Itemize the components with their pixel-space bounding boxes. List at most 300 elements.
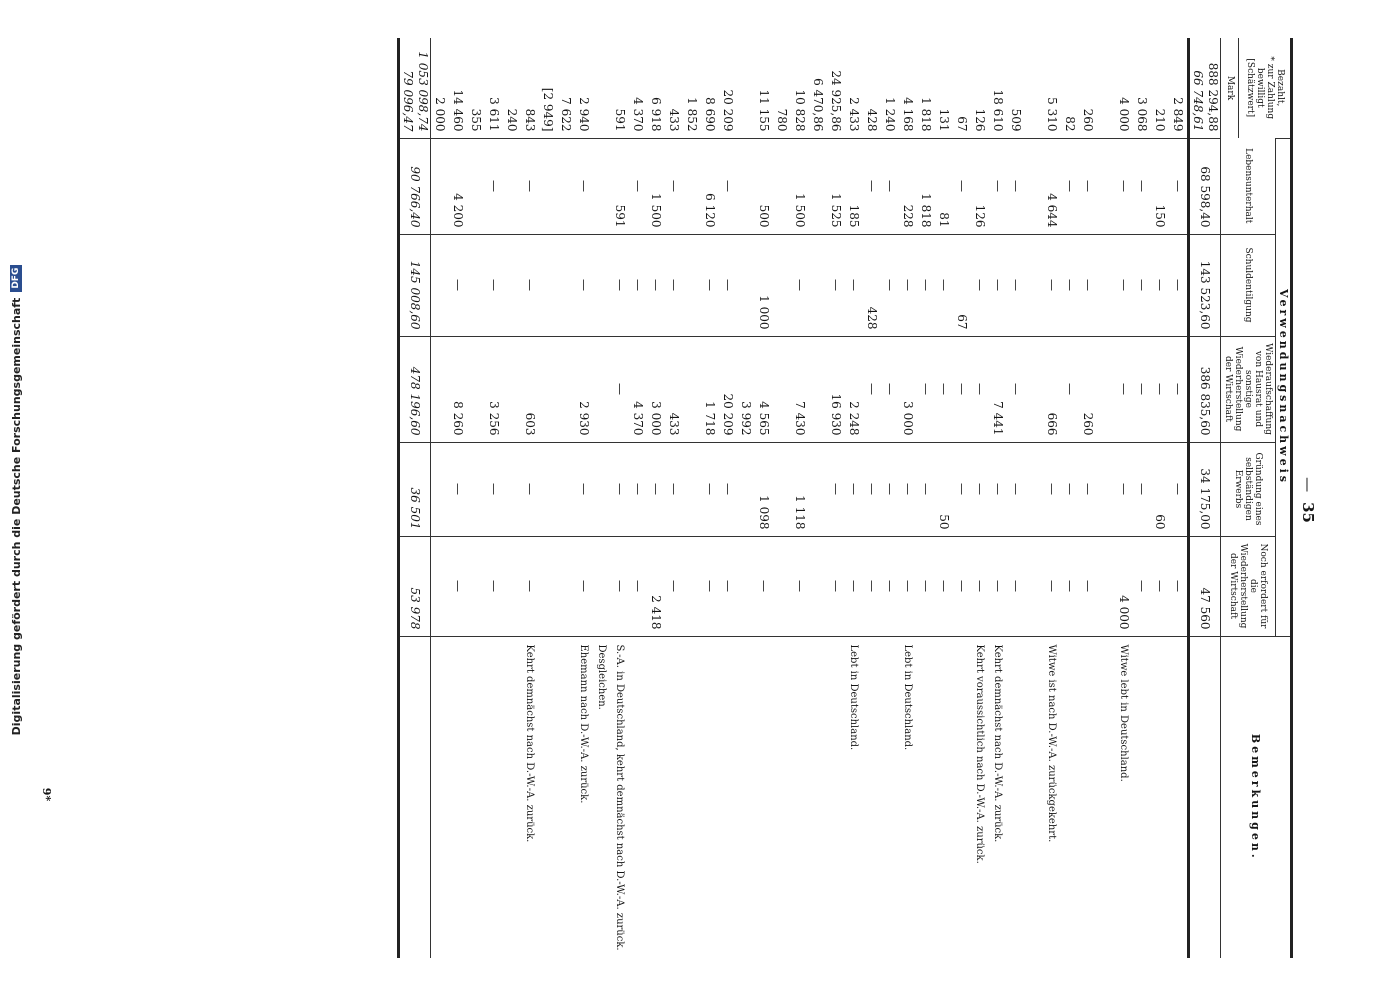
cell-debt: — (1043, 234, 1061, 336)
cell-paid (1097, 38, 1115, 138)
cell-remark (881, 636, 899, 958)
cell-remark (485, 636, 503, 958)
cell-needed (683, 536, 701, 636)
cell-business: — (917, 442, 935, 536)
cell-business (467, 442, 485, 536)
ledger-row (1025, 38, 1043, 958)
cell-paid: 433 (667, 108, 682, 132)
cell-business (557, 442, 575, 536)
cell-remark (1097, 636, 1115, 958)
cell-remark (701, 636, 719, 958)
cell-needed (773, 536, 791, 636)
total-debt: 145 008,60 (399, 234, 431, 336)
cell-living: — (989, 138, 1007, 234)
cell-debt (503, 234, 521, 336)
cell-restore: — (935, 336, 953, 442)
ledger-row (557, 38, 575, 958)
header-paid-unit: Mark (1221, 38, 1239, 138)
cell-debt (809, 234, 827, 336)
cell-restore (593, 336, 611, 442)
cell-remark (1007, 636, 1025, 958)
cell-business: — (575, 442, 593, 536)
cell-restore (773, 336, 791, 442)
cell-debt: — (1133, 234, 1151, 336)
cell-paid: 4 168 (901, 97, 916, 132)
cell-living (467, 138, 485, 234)
cell-living (557, 138, 575, 234)
cell-remark (953, 636, 971, 958)
cell-living: 185 (845, 138, 863, 234)
cell-living: — (953, 138, 971, 234)
cell-restore: — (1151, 336, 1169, 442)
ledger-row (629, 38, 647, 958)
cell-living: 1 500 (791, 138, 809, 234)
cell-debt: 428 (863, 234, 881, 336)
cell-paid: 20 209 (721, 89, 736, 132)
cell-debt: — (1169, 234, 1189, 336)
cell-business: — (989, 442, 1007, 536)
cell-living: — (719, 138, 737, 234)
cell-restore: 3 000 (647, 336, 665, 442)
cell-debt: — (845, 234, 863, 336)
cell-needed: — (1079, 536, 1097, 636)
ledger-row (575, 38, 593, 958)
ledger-row (809, 38, 827, 958)
cell-remark: Ehemann nach D.-W.-A. zurück. (575, 636, 593, 958)
cell-debt: — (1079, 234, 1097, 336)
ledger-row (1079, 38, 1097, 958)
digitization-footer (6, 0, 26, 1000)
cell-living: — (1115, 138, 1133, 234)
total-restore: 478 196,60 (399, 336, 431, 442)
cell-business: 50 (935, 442, 953, 536)
cell-living (809, 138, 827, 234)
cell-needed: — (971, 536, 989, 636)
cell-needed: — (701, 536, 719, 636)
header-paid: Bezahlt, * zur Zahlung bewilligt [Schätzwert] (1239, 38, 1292, 138)
cell-paid: 2 849 (1171, 97, 1186, 132)
ledger-row (827, 38, 845, 958)
header-debt: Schuldentilgung (1221, 234, 1276, 336)
cell-restore (503, 336, 521, 442)
cell-debt: — (521, 234, 539, 336)
cell-restore (431, 336, 450, 442)
cell-business (1025, 442, 1043, 536)
ledger-row (989, 38, 1007, 958)
ledger-body (431, 38, 1221, 958)
cell-paid: 1 852 (685, 97, 700, 132)
total-business: 36 501 (399, 442, 431, 536)
cell-restore (467, 336, 485, 442)
ledger-row (431, 38, 450, 958)
cell-needed (467, 536, 485, 636)
cell-living: 126 (971, 138, 989, 234)
ledger-row (449, 38, 467, 958)
cell-living (1097, 138, 1115, 234)
cell-remark (539, 636, 557, 958)
cell-needed: — (1151, 536, 1169, 636)
ledger-row (1115, 38, 1133, 958)
cell-paid: 2 940 (577, 97, 592, 132)
cell-remark (647, 636, 665, 958)
header-business: Gründung eines selbständigen Erwerbs (1221, 442, 1276, 536)
cell-paid: 131 (937, 108, 952, 132)
cell-business: — (1115, 442, 1133, 536)
cell-business (503, 442, 521, 536)
cell-needed: — (611, 536, 629, 636)
cell-debt: — (1007, 234, 1025, 336)
cell-restore: — (1169, 336, 1189, 442)
cell-living (539, 138, 557, 234)
cell-business: — (701, 442, 719, 536)
ledger-row (737, 38, 755, 958)
cell-debt: — (899, 234, 917, 336)
cell-debt: — (611, 234, 629, 336)
cell-business: 1 118 (791, 442, 809, 536)
cell-needed: — (1133, 536, 1151, 636)
ledger-row (701, 38, 719, 958)
cell-remark: Kehrt demnächst nach D.-W.-A. zurück. (521, 636, 539, 958)
cell-living: 6 120 (701, 138, 719, 234)
cell-debt: — (485, 234, 503, 336)
cell-business (1097, 442, 1115, 536)
cell-paid: 3 068 (1135, 97, 1150, 132)
cell-debt: — (1115, 234, 1133, 336)
cell-business: — (881, 442, 899, 536)
cell-remark (431, 636, 450, 958)
cell-paid: 260 (1081, 108, 1096, 132)
cell-living: — (881, 138, 899, 234)
cell-remark (1025, 636, 1043, 958)
cell-restore (539, 336, 557, 442)
cell-restore: 433 (665, 336, 683, 442)
cell-remark: S.-A. in Deutschland, kehrt demnächst nach D.-W.-A. zurück. (611, 636, 629, 958)
cell-needed: — (521, 536, 539, 636)
cell-debt (467, 234, 485, 336)
cell-business (593, 442, 611, 536)
cell-remark (773, 636, 791, 958)
cell-business: — (845, 442, 863, 536)
cell-business: — (863, 442, 881, 536)
dfg-logo-badge: DFG (10, 265, 22, 292)
cell-remark (1189, 636, 1221, 958)
cell-remark: Witwe lebt in Deutschland. (1115, 636, 1133, 958)
cell-restore: 603 (521, 336, 539, 442)
cell-needed (737, 536, 755, 636)
cell-business: — (1133, 442, 1151, 536)
cell-paid: 18 610 (991, 89, 1006, 132)
cell-debt: — (971, 234, 989, 336)
cell-business (809, 442, 827, 536)
cell-business (683, 442, 701, 536)
cell-living: 228 (899, 138, 917, 234)
ledger-row (773, 38, 791, 958)
cell-business: — (1061, 442, 1079, 536)
cell-needed: — (755, 536, 773, 636)
ledger-row (611, 38, 629, 958)
cell-needed (1025, 536, 1043, 636)
cell-paid: 888 294,88 66 748,61 (1189, 38, 1221, 138)
cell-debt: — (917, 234, 935, 336)
cell-restore: 8 260 (449, 336, 467, 442)
cell-remark (827, 636, 845, 958)
ledger-row (1097, 38, 1115, 958)
cell-needed: 4 000 (1115, 536, 1133, 636)
ledger-row (863, 38, 881, 958)
cell-debt (593, 234, 611, 336)
cell-paid: 4 000 (1117, 97, 1132, 132)
cell-paid: 126 (973, 108, 988, 132)
cell-restore (1025, 336, 1043, 442)
cell-living: — (1061, 138, 1079, 234)
cell-restore: 16 930 (827, 336, 845, 442)
cell-paid: 3 611 (487, 97, 502, 132)
cell-living: 1 818 (917, 138, 935, 234)
cell-needed (1097, 536, 1115, 636)
cell-living: — (1079, 138, 1097, 234)
cell-paid: 428 (865, 108, 880, 132)
cell-remark (863, 636, 881, 958)
cell-paid: 14 460 (451, 89, 466, 132)
cell-business: — (521, 442, 539, 536)
cell-living: — (1133, 138, 1151, 234)
cell-debt: — (575, 234, 593, 336)
cell-living: — (665, 138, 683, 234)
cell-restore: 7 430 (791, 336, 809, 442)
cell-needed (557, 536, 575, 636)
cell-living: — (863, 138, 881, 234)
cell-debt: — (647, 234, 665, 336)
cell-remark (1061, 636, 1079, 958)
cell-living: 4 200 (449, 138, 467, 234)
cell-business: — (899, 442, 917, 536)
cell-remark (503, 636, 521, 958)
cell-debt: — (701, 234, 719, 336)
cell-needed: — (791, 536, 809, 636)
cell-paid: 8 690 (703, 97, 718, 132)
cell-debt (431, 234, 450, 336)
cell-restore: — (1007, 336, 1025, 442)
cell-remark: Lebt in Deutschland. (845, 636, 863, 958)
cell-restore (683, 336, 701, 442)
cell-living: 4 644 (1043, 138, 1061, 234)
ledger-row (485, 38, 503, 958)
total-row (399, 38, 431, 958)
ledger-table (397, 38, 1293, 958)
cell-restore: — (1115, 336, 1133, 442)
cell-living (773, 138, 791, 234)
cell-restore: 260 (1079, 336, 1097, 442)
header-group-title: Verwendungsnachweis (1276, 138, 1292, 636)
cell-restore: 3 992 (737, 336, 755, 442)
cell-needed: — (989, 536, 1007, 636)
cell-needed: — (881, 536, 899, 636)
cell-debt: 1 000 (755, 234, 773, 336)
total-paid: 1 053 098,74 79 096,47 (399, 38, 431, 138)
cell-restore: 3 000 (899, 336, 917, 442)
cell-needed: — (1007, 536, 1025, 636)
cell-restore: — (953, 336, 971, 442)
cell-paid (593, 38, 611, 138)
cell-business: — (629, 442, 647, 536)
cell-needed: — (1043, 536, 1061, 636)
cell-debt: — (989, 234, 1007, 336)
cell-paid: 24 925,86 (829, 70, 844, 132)
cell-remark (791, 636, 809, 958)
ledger-row (1007, 38, 1025, 958)
cell-paid: 1 818 (919, 97, 934, 132)
cell-needed: — (665, 536, 683, 636)
cell-remark (449, 636, 467, 958)
rotated-page (138, 0, 1383, 1000)
cell-debt: — (827, 234, 845, 336)
cell-business: — (1079, 442, 1097, 536)
cell-living (503, 138, 521, 234)
cell-living: 500 (755, 138, 773, 234)
cell-business: — (1007, 442, 1025, 536)
cell-debt: — (881, 234, 899, 336)
cell-remark (755, 636, 773, 958)
cell-remark (809, 636, 827, 958)
header-needed: Noch erfordert für die Wiederherstellung der Wirtschaft (1221, 536, 1276, 636)
cell-debt: — (629, 234, 647, 336)
cell-restore: 7 441 (989, 336, 1007, 442)
ledger-row (917, 38, 935, 958)
cell-paid (737, 38, 755, 138)
cell-remark (935, 636, 953, 958)
cell-paid: 82 (1063, 116, 1078, 132)
cell-debt (737, 234, 755, 336)
cell-paid: 210 (1153, 108, 1168, 132)
cell-paid: 591 (613, 108, 628, 132)
cell-debt: — (719, 234, 737, 336)
cell-business: 1 098 (755, 442, 773, 536)
cell-debt: — (1151, 234, 1169, 336)
cell-living: — (575, 138, 593, 234)
cell-business: — (665, 442, 683, 536)
cell-needed: — (719, 536, 737, 636)
cell-remark (917, 636, 935, 958)
cell-needed (809, 536, 827, 636)
cell-debt: 67 (953, 234, 971, 336)
ledger-row (881, 38, 899, 958)
cell-business: — (485, 442, 503, 536)
ledger-row (503, 38, 521, 958)
header-living: Lebensunterhalt (1221, 138, 1276, 234)
cell-living: — (629, 138, 647, 234)
ledger-row (683, 38, 701, 958)
cell-remark: Witwe ist nach D.-W.-A. zurückgekehrt. (1043, 636, 1061, 958)
cell-restore: 3 256 (485, 336, 503, 442)
cell-restore: — (863, 336, 881, 442)
total-living: 90 766,40 (399, 138, 431, 234)
ledger-row (539, 38, 557, 958)
cell-living: 68 598,40 (1189, 138, 1221, 234)
cell-remark (557, 636, 575, 958)
cell-needed: — (575, 536, 593, 636)
cell-needed: — (935, 536, 953, 636)
cell-restore: — (1061, 336, 1079, 442)
cell-restore: — (611, 336, 629, 442)
cell-debt: — (449, 234, 467, 336)
cell-paid (1025, 38, 1043, 138)
total-needed: 53 978 (399, 536, 431, 636)
header-restore: Wiederaufschaffung von Hausrat und sonstige Wiederherstellung der Wirtschaft (1221, 336, 1276, 442)
cell-living (683, 138, 701, 234)
cell-living (737, 138, 755, 234)
ledger-row (1061, 38, 1079, 958)
cell-remark (683, 636, 701, 958)
cell-restore: 4 370 (629, 336, 647, 442)
cell-remark: Kehrt demnächst nach D.-W.-A. zurück. (989, 636, 1007, 958)
cell-needed (539, 536, 557, 636)
cell-paid: 509 (1009, 108, 1024, 132)
cell-debt (557, 234, 575, 336)
cell-needed (431, 536, 450, 636)
cell-restore: — (881, 336, 899, 442)
footer-text: Digitalisierung gefördert durch die Deutsche Forschungsgemeinschaft (9, 297, 23, 736)
cell-remark (1079, 636, 1097, 958)
cell-paid: 843 (523, 108, 538, 132)
cell-living (593, 138, 611, 234)
cell-needed: 47 560 (1189, 536, 1221, 636)
cell-needed: — (845, 536, 863, 636)
cell-debt (683, 234, 701, 336)
ledger-row (791, 38, 809, 958)
sheet-signature: 9* (40, 787, 54, 802)
cell-business: — (611, 442, 629, 536)
cell-remark (1169, 636, 1189, 958)
cell-debt: — (791, 234, 809, 336)
cell-debt (1025, 234, 1043, 336)
cell-business: — (953, 442, 971, 536)
cell-living: — (1169, 138, 1189, 234)
ledger-row (1151, 38, 1169, 958)
ledger-row (953, 38, 971, 958)
cell-restore: — (1133, 336, 1151, 442)
cell-debt: — (665, 234, 683, 336)
cell-business: 34 175,00 (1189, 442, 1221, 536)
cell-restore: 2 248 (845, 336, 863, 442)
cell-paid: 355 (469, 108, 484, 132)
ledger-row (467, 38, 485, 958)
cell-remark (629, 636, 647, 958)
ledger-row (1169, 38, 1189, 958)
ledger-row (755, 38, 773, 958)
cell-debt: — (1061, 234, 1079, 336)
cell-remark: Lebt in Deutschland. (899, 636, 917, 958)
cell-living: 1 525 (827, 138, 845, 234)
cell-paid: 5 310 (1045, 97, 1060, 132)
cell-paid: 2 000 (433, 97, 448, 132)
cell-paid: 1 240 (883, 97, 898, 132)
cell-remark: Desgleichen. (593, 636, 611, 958)
ledger-row (899, 38, 917, 958)
cell-restore: 4 565 (755, 336, 773, 442)
cell-restore: 386 835,60 (1189, 336, 1221, 442)
cell-business: — (719, 442, 737, 536)
cell-restore (1097, 336, 1115, 442)
cell-needed: — (827, 536, 845, 636)
cell-business: — (449, 442, 467, 536)
cell-needed: — (629, 536, 647, 636)
header-remarks: Bemerkungen. (1221, 636, 1292, 958)
cell-business (431, 442, 450, 536)
ledger-row (647, 38, 665, 958)
cell-business (773, 442, 791, 536)
cell-remark (467, 636, 485, 958)
ledger-row (935, 38, 953, 958)
